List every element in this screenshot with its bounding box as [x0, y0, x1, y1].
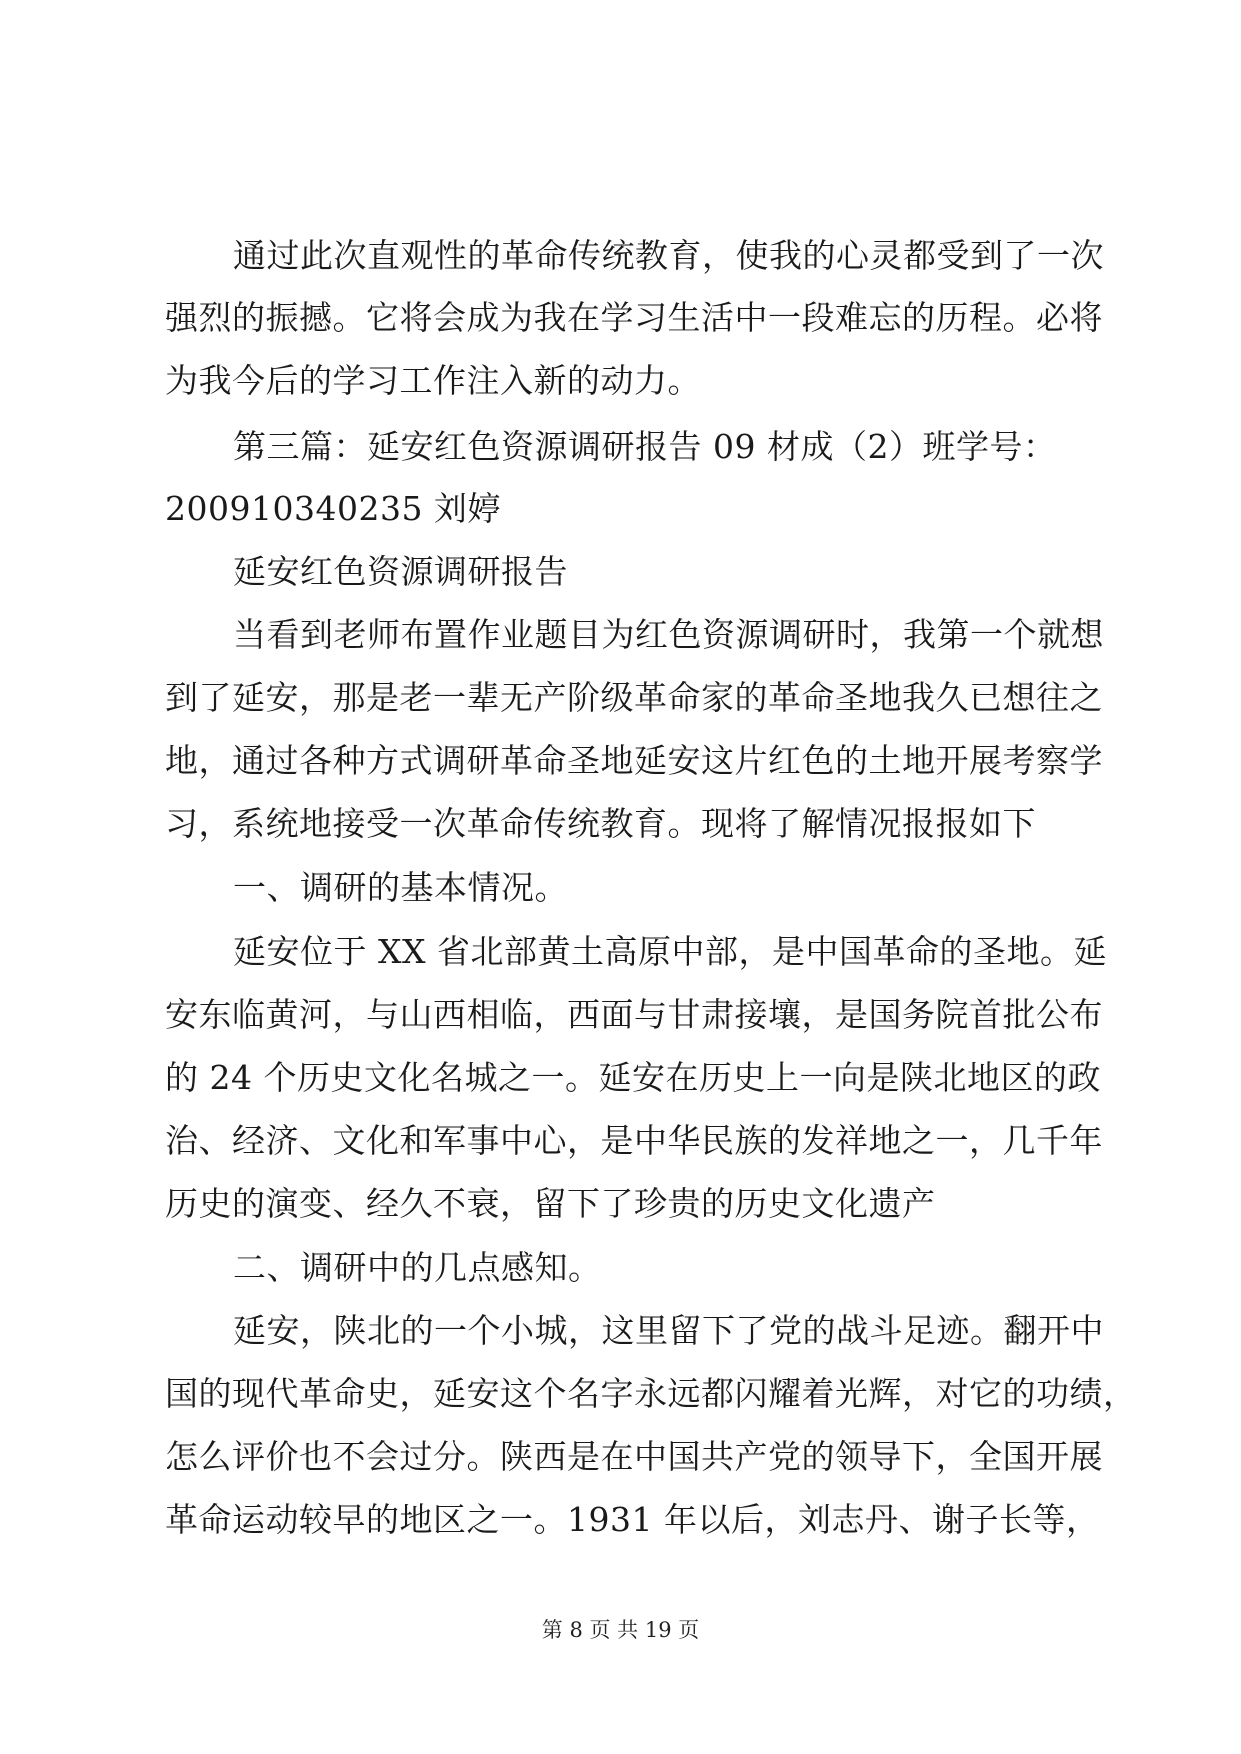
paragraph-line: 强烈的振撼。它将会成为我在学习生活中一段难忘的历程。必将	[165, 298, 1103, 337]
paragraph-line: 习，系统地接受一次革命传统教育。现将了解情况报报如下	[165, 804, 1036, 843]
paragraph-line: 治、经济、文化和军事中心，是中华民族的发祥地之一，几千年	[165, 1121, 1103, 1160]
paragraph-line: 革命运动较早的地区之一。1931 年以后，刘志丹、谢子长等，	[165, 1500, 1100, 1539]
report-title: 延安红色资源调研报告	[233, 552, 568, 591]
paragraph-line: 延安位于 XX 省北部黄土高原中部，是中国革命的圣地。延	[233, 932, 1107, 971]
paragraph-line: 到了延安，那是老一辈无产阶级革命家的革命圣地我久已想往之	[165, 678, 1103, 717]
page-footer: 第 8 页 共 19 页	[541, 1618, 700, 1642]
paragraph-line: 延安，陕北的一个小城，这里留下了党的战斗足迹。翻开中	[233, 1311, 1104, 1350]
subheading: 二、调研中的几点感知。	[233, 1248, 602, 1287]
paragraph-line: 历史的演变、经久不衰，留下了珍贵的历史文化遗产	[165, 1184, 936, 1223]
paragraph-line: 通过此次直观性的革命传统教育，使我的心灵都受到了一次	[233, 236, 1104, 275]
paragraph-line: 怎么评价也不会过分。陕西是在中国共产党的领导下，全国开展	[165, 1437, 1103, 1476]
paragraph-line: 的 24 个历史文化名城之一。延安在历史上一向是陕北地区的政	[165, 1058, 1101, 1097]
paragraph-line: 为我今后的学习工作注入新的动力。	[165, 361, 701, 400]
paragraph-line: 当看到老师布置作业题目为红色资源调研时，我第一个就想	[233, 615, 1104, 654]
paragraph-line: 安东临黄河，与山西相临，西面与甘肃接壤，是国务院首批公布	[165, 995, 1103, 1034]
section-heading-line: 第三篇：延安红色资源调研报告 09 材成（2）班学号：	[233, 427, 1057, 466]
subheading: 一、调研的基本情况。	[233, 868, 568, 907]
paragraph-line: 国的现代革命史，延安这个名字永远都闪耀着光辉，对它的功绩，	[165, 1374, 1137, 1413]
paragraph-line: 地，通过各种方式调研革命圣地延安这片红色的土地开展考察学	[165, 741, 1103, 780]
section-heading-line: 200910340235 刘婷	[165, 489, 501, 528]
